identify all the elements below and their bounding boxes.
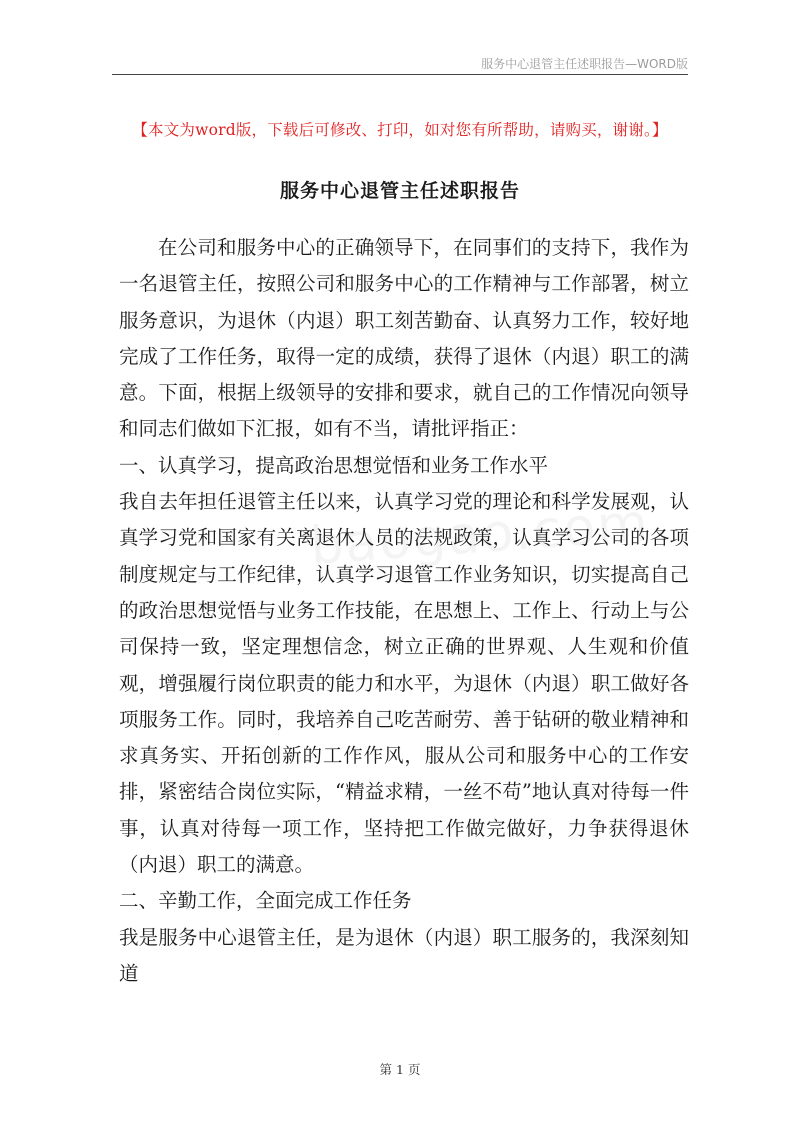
header-rule [112,74,688,75]
page-number: 第 1 页 [379,1062,421,1077]
intro-paragraph: 在公司和服务中心的正确领导下，在同事们的支持下，我作为一名退管主任，按照公司和服务中心的工作精神与工作部署，树立服务意识，为退休（内退）职工刻苦勤奋、认真努力工作，较好地完成了工作任务，取得一定的成绩，获得了退休（内退）职工的满意。下面，根据上级领导的安排和要求，就自己的工作情况向领导和同志们做如下汇报，如有不当，请批评指正： [119,236,689,441]
section-heading-1: 一、认真学习，提高政治思想觉悟和业务工作水平 [119,453,549,477]
download-notice: 【本文为word版，下载后可修改、打印，如对您有所帮助，请购买，谢谢。】 [132,121,668,139]
section-2-paragraph: 我是服务中心退管主任，是为退休（内退）职工服务的，我深刻知道 [119,925,689,985]
document-title: 服务中心退管主任述职报告 [279,180,520,202]
document-body [119,230,689,992]
running-header: 服务中心退管主任述职报告—WORD版 [481,57,688,71]
section-1-paragraph: 我自去年担任退管主任以来，认真学习党的理论和科学发展观，认真学习党和国家有关离退休人员的法规政策，认真学习公司的各项制度规定与工作纪律，认真学习退管工作业务知识，切实提高自己的政治思想觉悟与业务工作技能，在思想上、工作上、行动上与公司保持一致，坚定理想信念，树立正确的世界观、人生观和价值观，增强履行岗位职责的能力和水平，为退休（内退）职工做好各项服务工作。同时，我培养自己吃苦耐劳、善于钻研的敬业精神和求真务实、开拓创新的工作作风，服从公司和服务中心的工作安排，紧密结合岗位实际，“精益求精，一丝不苟”地认真对待每一件事，认真对待每一项工作，坚持把工作做完做好，力争获得退休（内退）职工的满意。 [119,490,689,877]
section-heading-2: 二、辛勤工作，全面完成工作任务 [119,889,412,913]
